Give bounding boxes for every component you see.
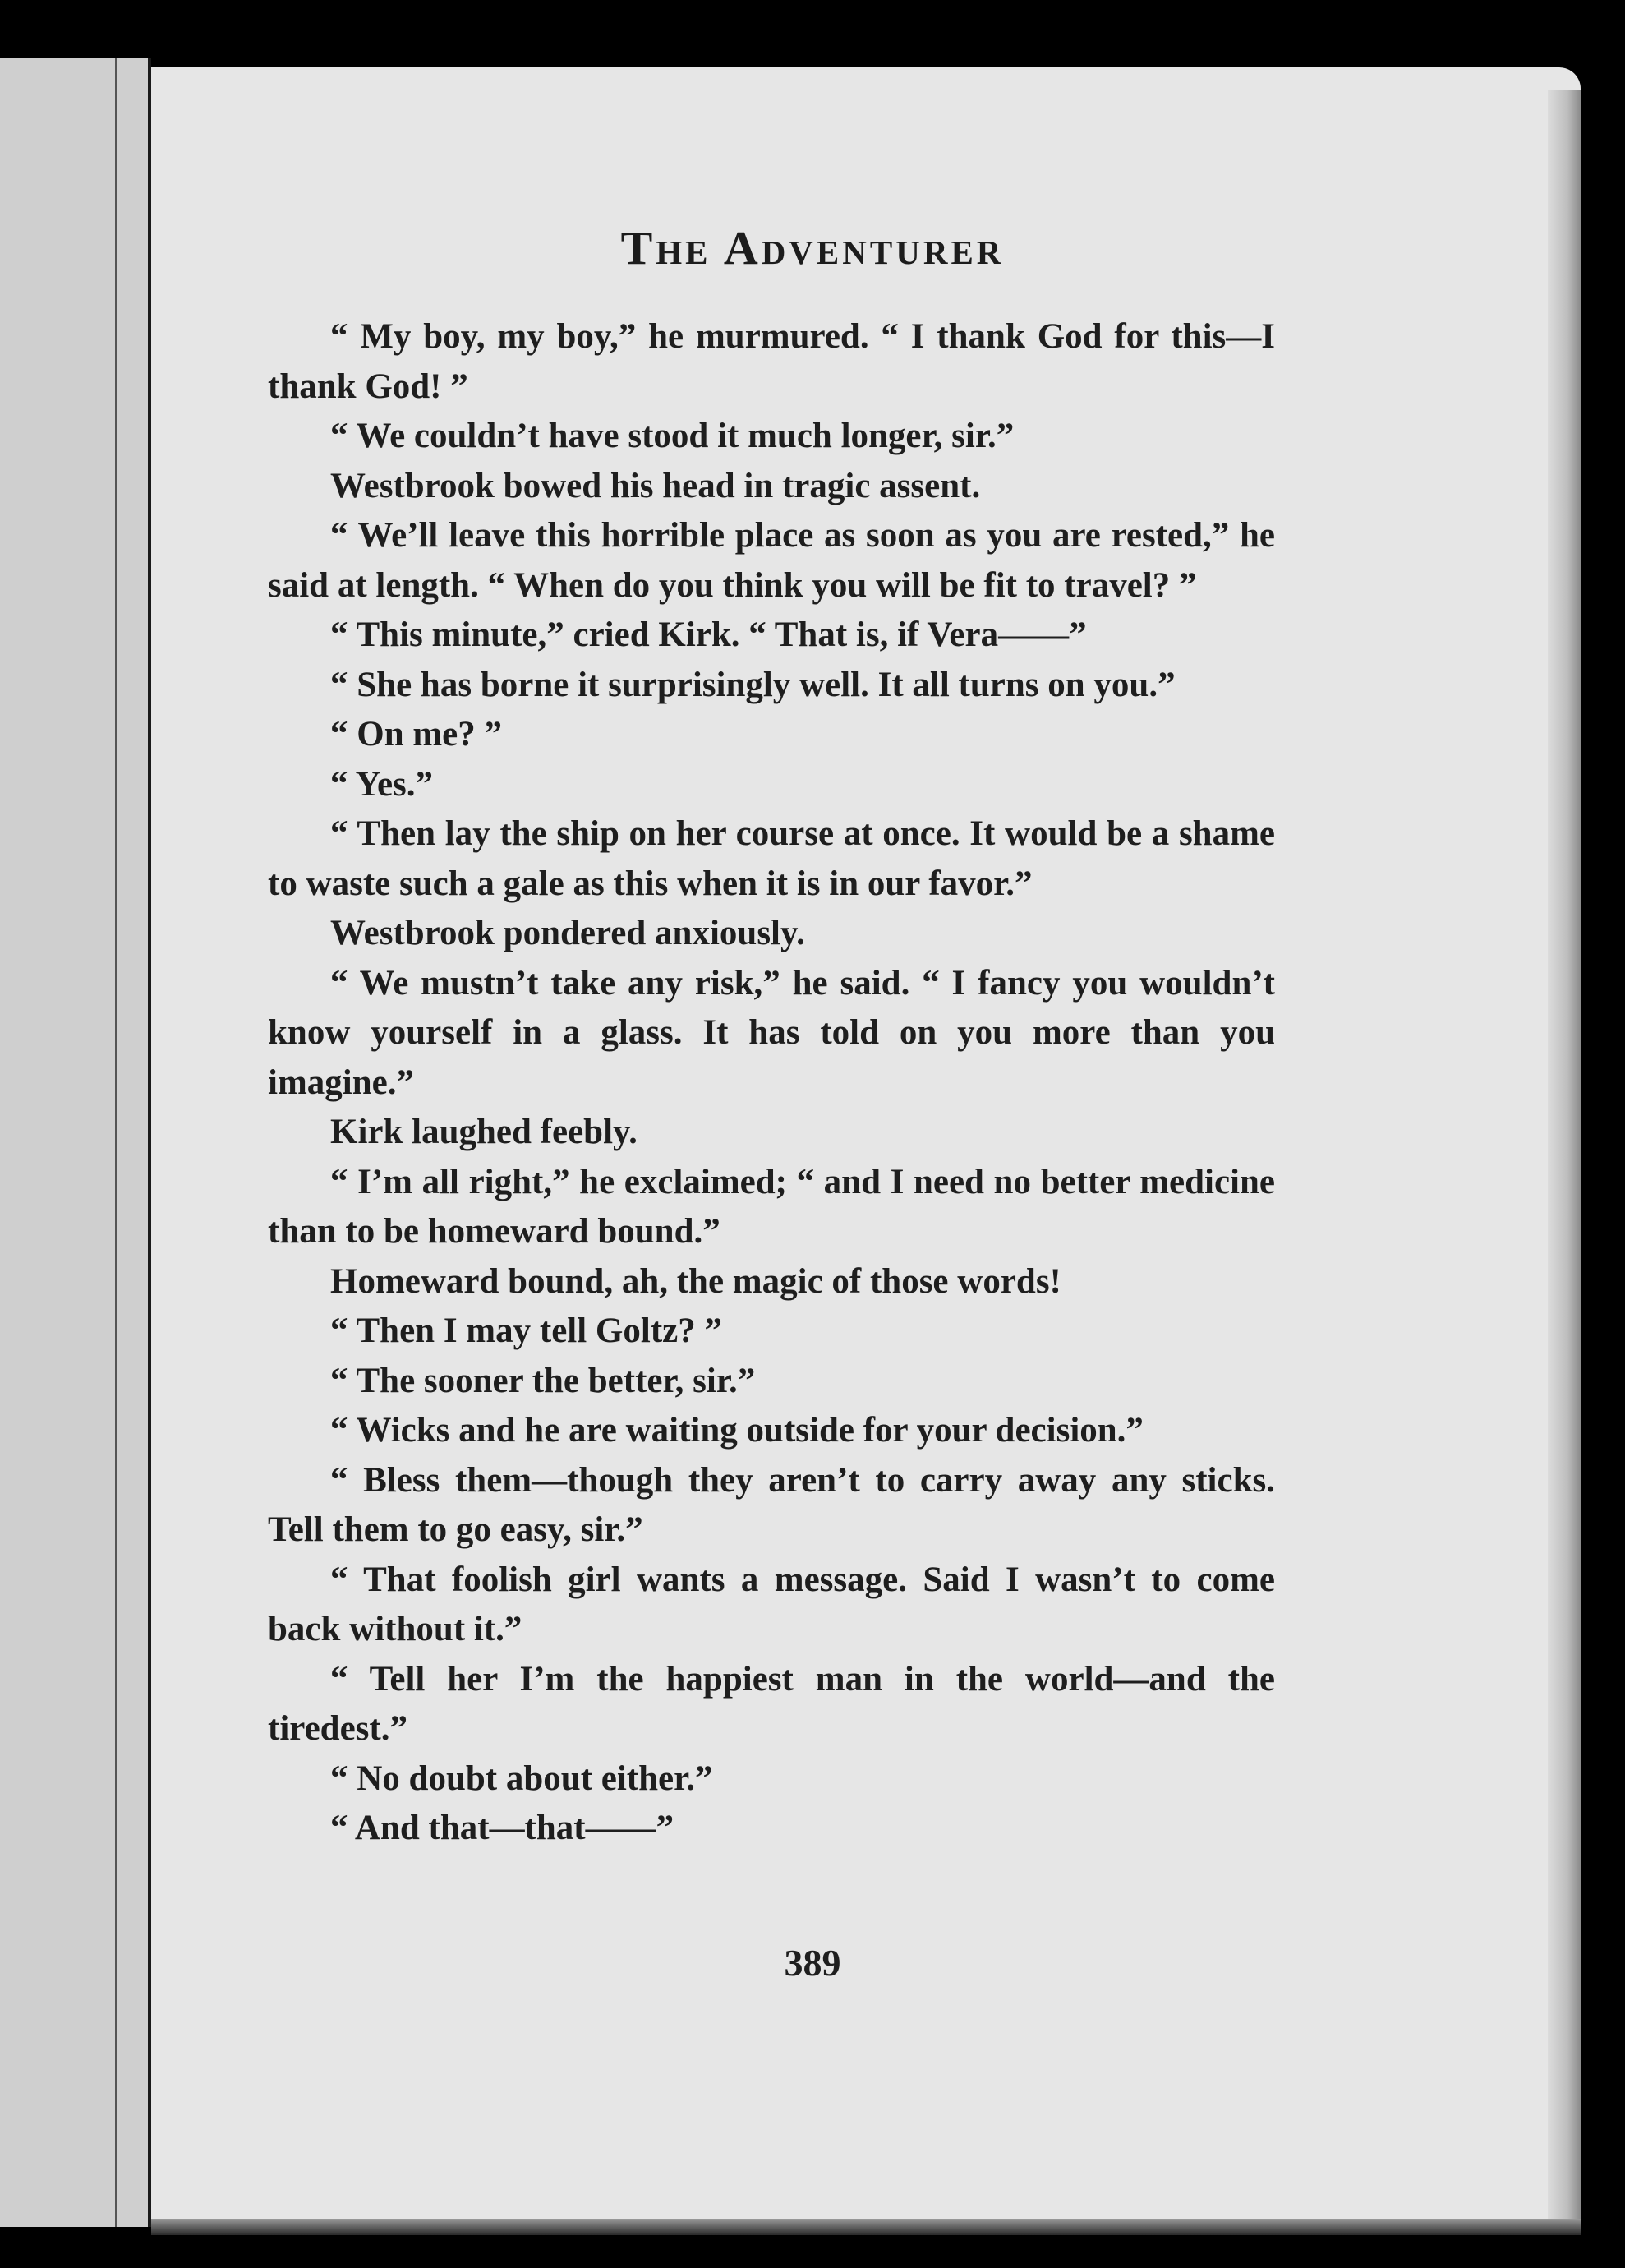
paragraph: “ My boy, my boy,” he murmured. “ I thank God for this—I thank God! ” [268, 317, 1275, 406]
paragraph: “ Tell her I’m the happiest man in the world—and the tiredest.” [268, 1659, 1275, 1748]
paragraph: “ Then lay the ship on her course at once. It would be a shame to waste such a gale as this when it is in our favor.” [268, 814, 1275, 903]
page-bottom-edge [151, 2219, 1581, 2235]
paragraph: “ On me? ” [330, 715, 503, 754]
paragraph: “ This minute,” cried Kirk. “ That is, if Vera——” [330, 615, 1087, 654]
paragraph: “ The sooner the better, sir.” [330, 1361, 756, 1400]
running-head: The Adventurer [620, 221, 1005, 274]
scan-top-border [0, 0, 1625, 66]
paragraph: Homeward bound, ah, the magic of those words! [330, 1261, 1061, 1301]
paragraph: “ Yes.” [330, 764, 434, 804]
facing-page-edge [0, 58, 151, 2227]
paragraph: Westbrook bowed his head in tragic assent. [330, 466, 981, 505]
paragraph: “ Bless them—though they aren’t to carry away any sticks. Tell them to go easy, sir.” [268, 1460, 1275, 1549]
paragraph: “ I’m all right,” he exclaimed; “ and I need no better medicine than to be homeward bound.” [268, 1162, 1275, 1251]
paragraph: Westbrook pondered anxiously. [330, 914, 805, 952]
paragraph: “ We mustn’t take any risk,” he said. “ I fancy you wouldn’t know yourself in a glass. It has told on you more than you imagine.” [268, 963, 1275, 1102]
paragraph: “ She has borne it surprisingly well. It all turns on you.” [330, 665, 1176, 704]
page-number: 389 [784, 1942, 841, 1984]
paragraph: Kirk laughed feebly. [330, 1113, 638, 1151]
paragraph: “ No doubt about either.” [330, 1759, 713, 1798]
paragraph: “ And that—that——” [330, 1809, 674, 1847]
paragraph: “ We’ll leave this horrible place as soon as you are rested,” he said at length. “ When do you think you will be fit to travel? ” [268, 516, 1275, 605]
paragraph: “ Then I may tell Goltz? ” [330, 1311, 722, 1350]
paragraph: “ Wicks and he are waiting outside for your decision.” [330, 1411, 1144, 1450]
paragraph: “ We couldn’t have stood it much longer, sir.” [330, 417, 1015, 455]
page-fore-edge [1548, 90, 1581, 2219]
paragraph: “ That foolish girl wants a message. Said I wasn’t to come back without it.” [268, 1560, 1275, 1648]
body-text [268, 312, 1275, 1854]
